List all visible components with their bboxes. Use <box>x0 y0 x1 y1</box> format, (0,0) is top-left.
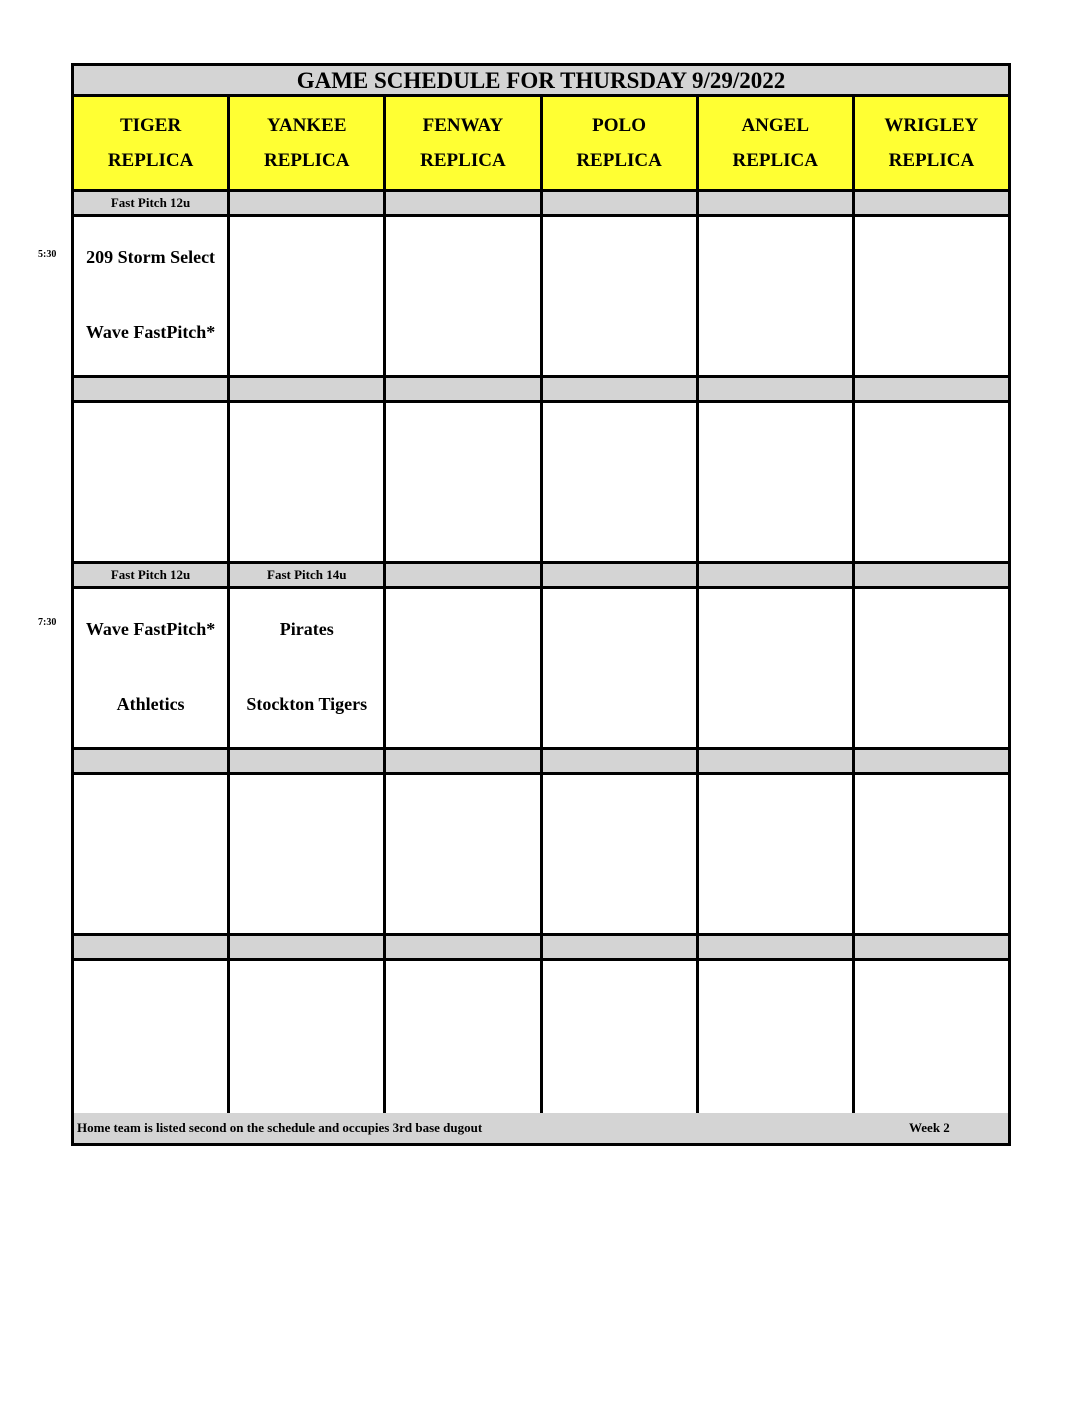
division-band <box>855 936 1008 958</box>
division-band <box>74 378 227 400</box>
division-band <box>855 192 1008 214</box>
division-band <box>386 378 539 400</box>
game-cell <box>855 775 1008 933</box>
time-label-slot-1: 5:30 <box>38 249 57 260</box>
division-band <box>386 936 539 958</box>
game-cell <box>74 775 227 933</box>
away-team: Wave FastPitch* <box>85 619 216 639</box>
game-cell <box>855 217 1008 375</box>
game-cell <box>386 961 539 1119</box>
field-sub: REPLICA <box>420 149 506 171</box>
division-band <box>543 378 696 400</box>
game-cell <box>855 403 1008 561</box>
game-cell <box>543 775 696 933</box>
division-band: Fast Pitch 14u <box>230 564 383 586</box>
division-band <box>699 192 852 214</box>
game-cell <box>74 961 227 1119</box>
division-band <box>386 564 539 586</box>
division-band <box>74 750 227 772</box>
footer-note: Home team is listed second on the schedule and occupies 3rd base dugout <box>77 1120 483 1135</box>
game-cell <box>543 403 696 561</box>
game-cell <box>386 403 539 561</box>
division-band <box>699 936 852 958</box>
field-name: WRIGLEY <box>884 114 979 136</box>
division-band: Fast Pitch 12u <box>74 192 227 214</box>
division-band <box>699 564 852 586</box>
week-label: Week 2 <box>909 1120 950 1135</box>
home-team: Stockton Tigers <box>246 694 368 714</box>
game-cell <box>699 961 852 1119</box>
division-band <box>543 750 696 772</box>
division-band <box>74 936 227 958</box>
division-band <box>855 378 1008 400</box>
game-cell <box>855 961 1008 1119</box>
division-band <box>386 750 539 772</box>
field-header-fenway <box>386 97 539 189</box>
field-name: POLO <box>592 114 646 136</box>
division-band <box>543 936 696 958</box>
field-name: ANGEL <box>741 114 810 136</box>
game-cell <box>855 589 1008 747</box>
field-name: FENWAY <box>422 114 504 136</box>
schedule-grid <box>74 97 1008 1110</box>
division-band <box>699 378 852 400</box>
field-sub: REPLICA <box>263 149 350 171</box>
field-header-angel <box>699 97 852 189</box>
game-cell <box>699 589 852 747</box>
game-cell <box>74 217 227 375</box>
division-band <box>386 192 539 214</box>
game-cell <box>543 961 696 1119</box>
away-team: 209 Storm Select <box>86 247 216 267</box>
game-cell <box>230 217 383 375</box>
division-band <box>855 564 1008 586</box>
schedule-table <box>71 63 1011 1146</box>
field-name: YANKEE <box>266 114 347 136</box>
division-band <box>230 750 383 772</box>
game-cell <box>230 961 383 1119</box>
field-sub: REPLICA <box>888 149 975 171</box>
division-band <box>230 378 383 400</box>
game-cell <box>699 403 852 561</box>
division-band <box>230 192 383 214</box>
field-sub: REPLICA <box>107 149 194 171</box>
game-cell <box>230 775 383 933</box>
field-header-yankee <box>230 97 383 189</box>
field-sub: REPLICA <box>576 149 662 171</box>
division-band <box>543 564 696 586</box>
time-label-slot-3: 7:30 <box>38 617 57 628</box>
schedule-title: GAME SCHEDULE FOR THURSDAY 9/29/2022 <box>74 66 1008 97</box>
division-band: Fast Pitch 12u <box>74 564 227 586</box>
game-cell <box>74 403 227 561</box>
field-sub: REPLICA <box>732 149 818 171</box>
game-cell <box>543 217 696 375</box>
game-cell <box>386 589 539 747</box>
home-team: Wave FastPitch* <box>85 322 216 342</box>
division-band <box>699 750 852 772</box>
schedule-footer <box>74 1113 1008 1143</box>
field-header-tiger <box>74 97 227 189</box>
game-cell <box>230 403 383 561</box>
home-team: Athletics <box>116 694 185 714</box>
game-cell <box>699 217 852 375</box>
division-band <box>855 750 1008 772</box>
away-team: Pirates <box>279 619 334 639</box>
field-header-polo <box>543 97 696 189</box>
game-cell <box>230 589 383 747</box>
game-cell <box>386 775 539 933</box>
field-header-wrigley <box>855 97 1008 189</box>
field-name: TIGER <box>119 114 182 136</box>
game-cell <box>699 775 852 933</box>
game-cell <box>543 589 696 747</box>
division-band <box>230 936 383 958</box>
division-band <box>543 192 696 214</box>
game-cell <box>74 589 227 747</box>
game-cell <box>386 217 539 375</box>
